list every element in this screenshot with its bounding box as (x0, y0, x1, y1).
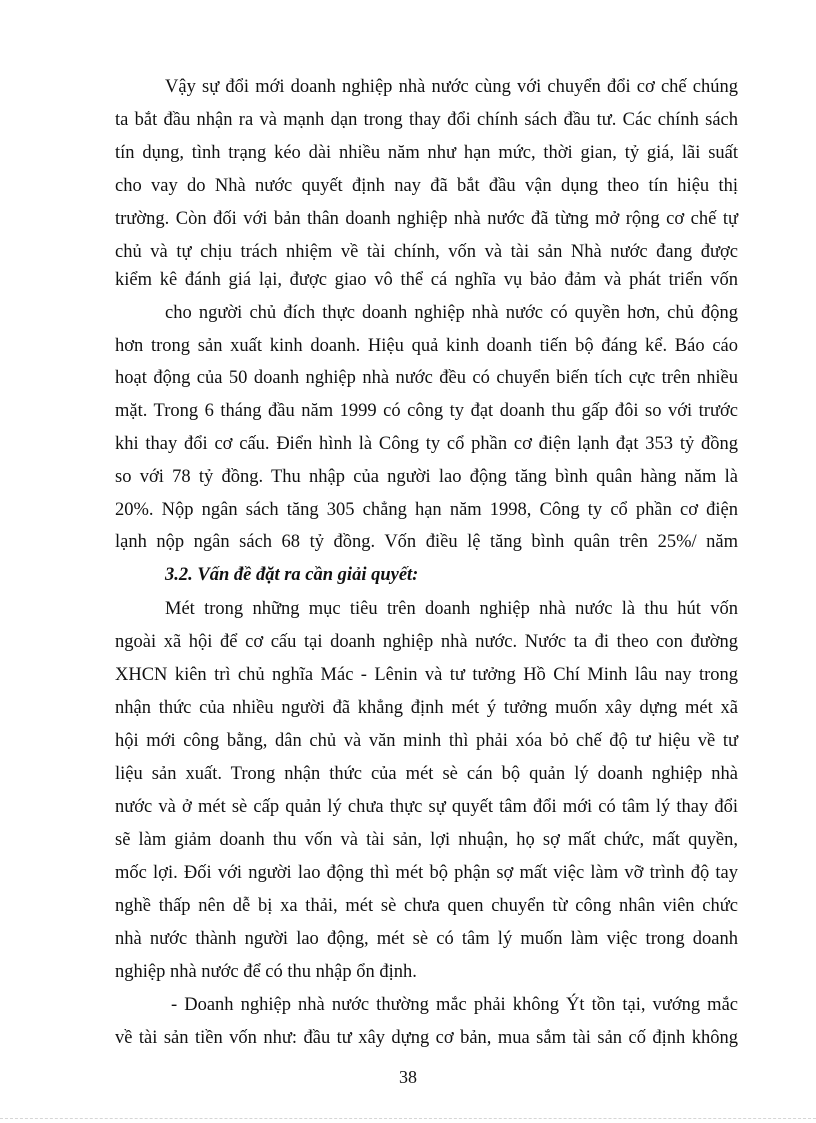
text-line: chủ và tự chịu trách nhiệm về tài chính, vốn và tài sản Nhà nước đang được (115, 242, 738, 262)
text-line: Vậy sự đổi mới doanh nghiệp nhà nước cùng với chuyển đổi cơ chế chúng (165, 77, 738, 97)
text-line: trường. Còn đối với bản thân doanh nghiệp nhà nước đã từng mở rộng cơ chế tự (115, 209, 738, 229)
text-line: nước và ở mét sè cấp quản lý chưa thực sự quyết tâm đổi mới có tâm lý thay đổi (115, 797, 738, 817)
text-line: lạnh nộp ngân sách 68 tỷ đồng. Vốn điều lệ tăng bình quân trên 25%/ năm (115, 532, 738, 552)
page-bottom-border (0, 1118, 816, 1119)
text-line: 20%. Nộp ngân sách tăng 305 chẳng hạn năm 1998, Công ty cổ phần cơ điện (115, 500, 738, 520)
text-line: Mét trong những mục tiêu trên doanh nghiệp nhà nước là thu hút vốn (165, 599, 738, 619)
text-line: liệu sản xuất. Trong nhận thức của mét sè cán bộ quản lý doanh nghiệp nhà (115, 764, 738, 784)
text-line: ta bắt đầu nhận ra và mạnh dạn trong thay đổi chính sách đầu tư. Các chính sách (115, 110, 738, 130)
text-line: mốc lợi. Đối với người lao động thì mét bộ phận sợ mất việc làm vỡ trình độ tay (115, 863, 738, 883)
text-line: cho người chủ đích thực doanh nghiệp nhà nước có quyền hơn, chủ động (165, 303, 738, 323)
text-line: so với 78 tỷ đồng. Thu nhập của người lao động tăng bình quân hàng năm là (115, 467, 738, 487)
text-line: cho vay do Nhà nước quyết định nay đã bắt đầu vận dụng theo tín hiệu thị (115, 176, 738, 196)
page-number: 38 (399, 1067, 417, 1087)
text-line: nghiệp nhà nước để có thu nhập ổn định. (115, 962, 417, 982)
text-line: về tài sản tiền vốn như: đầu tư xây dựng cơ bản, mua sắm tài sản cố định không (115, 1028, 738, 1048)
text-line: nhà nước thành người lao động, mét sè có tâm lý muốn làm việc trong doanh (115, 929, 738, 949)
text-line: khi thay đổi cơ cấu. Điển hình là Công ty cổ phần cơ điện lạnh đạt 353 tỷ đồng (115, 434, 738, 454)
text-line: ngoài xã hội để cơ cấu tại doanh nghiệp nhà nước. Nước ta đi theo con đường (115, 632, 738, 652)
text-line: XHCN kiên trì chủ nghĩa Mác - Lênin và tư tưởng Hồ Chí Minh lâu nay trong (115, 665, 738, 685)
text-line: tín dụng, tình trạng kéo dài nhiều năm như hạn mức, thời gian, tỷ giá, lãi suất (115, 143, 738, 163)
text-line: nghề thấp nên dễ bị xa thải, mét sè chưa quen chuyển từ công nhân viên chức (115, 896, 738, 916)
text-line: hơn trong sản xuất kinh doanh. Hiệu quả kinh doanh tiến bộ đáng kể. Báo cáo (115, 336, 738, 356)
section-heading: 3.2. Vấn đề đặt ra cần giải quyết: (165, 565, 419, 585)
text-line: sẽ làm giảm doanh thu vốn và tài sản, lợi nhuận, họ sợ mất chức, mất quyền, (115, 830, 738, 850)
text-line: mặt. Trong 6 tháng đầu năm 1999 có công ty đạt doanh thu gấp đôi so với trước (115, 401, 738, 421)
text-line: - Doanh nghiệp nhà nước thường mắc phải không Ýt tồn tại, vướng mắc (171, 995, 738, 1015)
text-line: hoạt động của 50 doanh nghiệp nhà nước đều có chuyển biến tích cực trên nhiều (115, 368, 738, 388)
text-line: hội mới công bằng, dân chủ và văn minh thì phải xóa bỏ chế độ tư hiệu về tư (115, 731, 738, 751)
text-line: kiểm kê đánh giá lại, được giao vô thể cá nghĩa vụ bảo đảm và phát triển vốn (115, 270, 738, 290)
text-line: nhận thức của nhiều người đã khẳng định mét ý tưởng muốn xây dựng mét xã (115, 698, 738, 718)
